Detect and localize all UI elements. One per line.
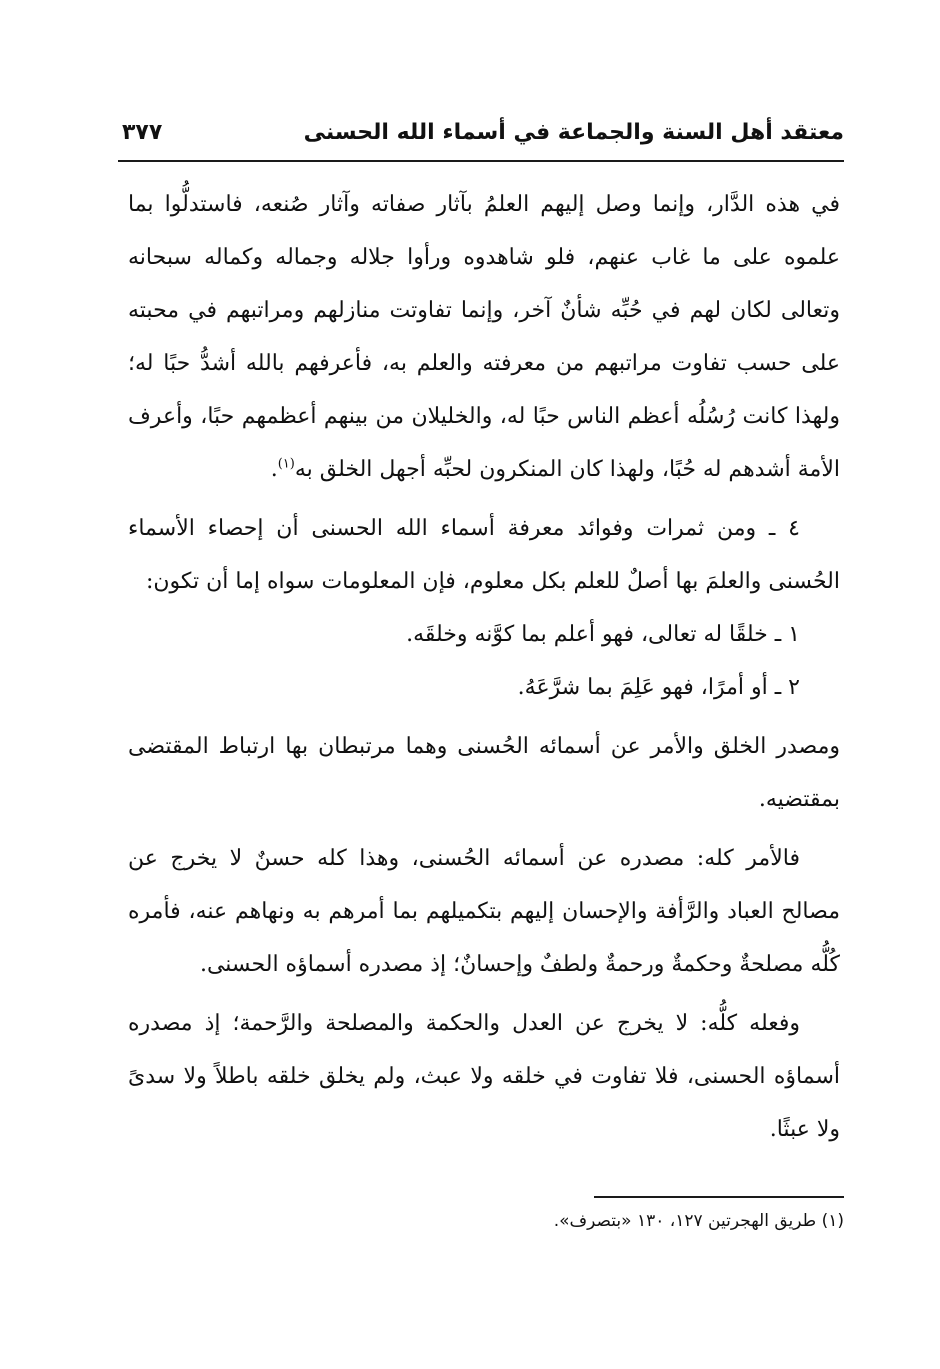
page-number: ٣٧٧: [122, 120, 163, 145]
paragraph-5: وفعله كلُّه: لا يخرج عن العدل والحكمة والمصلحة والرَّحمة؛ إذ مصدره أسماؤه الحسنى، فلا تفاوت في خلقه ولا عبث، ولم يخلق خلقه باطلاً ولا سدىً ولا عبثًا.: [128, 1011, 840, 1142]
paragraph-2: ٤ ـ ومن ثمرات وفوائد معرفة أسماء الله الحسنى أن إحصاء الأسماء الحُسنى والعلمَ بها أصلٌ للعلم بكل معلوم، فإن المعلومات سواه إما أن تكون:: [128, 516, 840, 594]
footnote: (١) طريق الهجرتين ١٢٧، ١٣٠ «بتصرف».: [553, 1211, 844, 1231]
footnote-divider: [594, 1196, 844, 1198]
paragraph-1-text: في هذه الدَّار، وإنما وصل إليهم العلمُ بآثار صفاته وآثار صُنعه، فاستدلُّوا بما علموه على ما غاب عنهم، فلو شاهدوه ورأوا جلاله وجماله وكماله سبحانه وتعالى لكان لهم في حُبِّه شأنٌ آخر، وإنما تفاوتت منازلهم ومراتبهم في محبته على حسب تفاوت مراتبهم من معرفته والعلم به، فأعرفهم بالله أشدُّ حبًا له؛ ولهذا كانت رُسُلُه أعظم الناس حبًا له، والخليلان من بينهم أعظمهم حبًا، وأعرف الأمة أشدهم له حُبًا، ولهذا كان المنكرون لحبِّه أجهل الخلق به: [128, 192, 840, 482]
list-item-2: ٢ ـ أو أمرًا، فهو عَلِمَ بما شرَّعَهُ.: [517, 675, 800, 700]
paragraph-3: ومصدر الخلق والأمر عن أسمائه الحُسنى وهما مرتبطان بها ارتباط المقتضى بمقتضيه.: [128, 734, 840, 812]
paragraph-1-end: .: [270, 457, 278, 482]
paragraph-4: فالأمر كله: مصدره عن أسمائه الحُسنى، وهذا كله حسنٌ لا يخرج عن مصالح العباد والرَّأفة والإحسان إليهم بتكميلهم بما أمرهم به ونهاهم عنه، فأمره كُلُّه مصلحةٌ وحكمةٌ ورحمةٌ ولطفٌ وإحسانٌ؛ إذ مصدره أسماؤه الحسنى.: [128, 846, 840, 977]
footnote-reference: (١): [277, 456, 295, 472]
list-item-1: ١ ـ خلقًا له تعالى، فهو أعلم بما كوَّنه وخلقَه.: [406, 622, 800, 647]
header-title: معتقد أهل السنة والجماعة في أسماء الله الحسنى: [303, 120, 844, 145]
paragraph-1: [128, 178, 840, 496]
running-header: [118, 112, 844, 162]
main-text: [128, 178, 840, 1156]
